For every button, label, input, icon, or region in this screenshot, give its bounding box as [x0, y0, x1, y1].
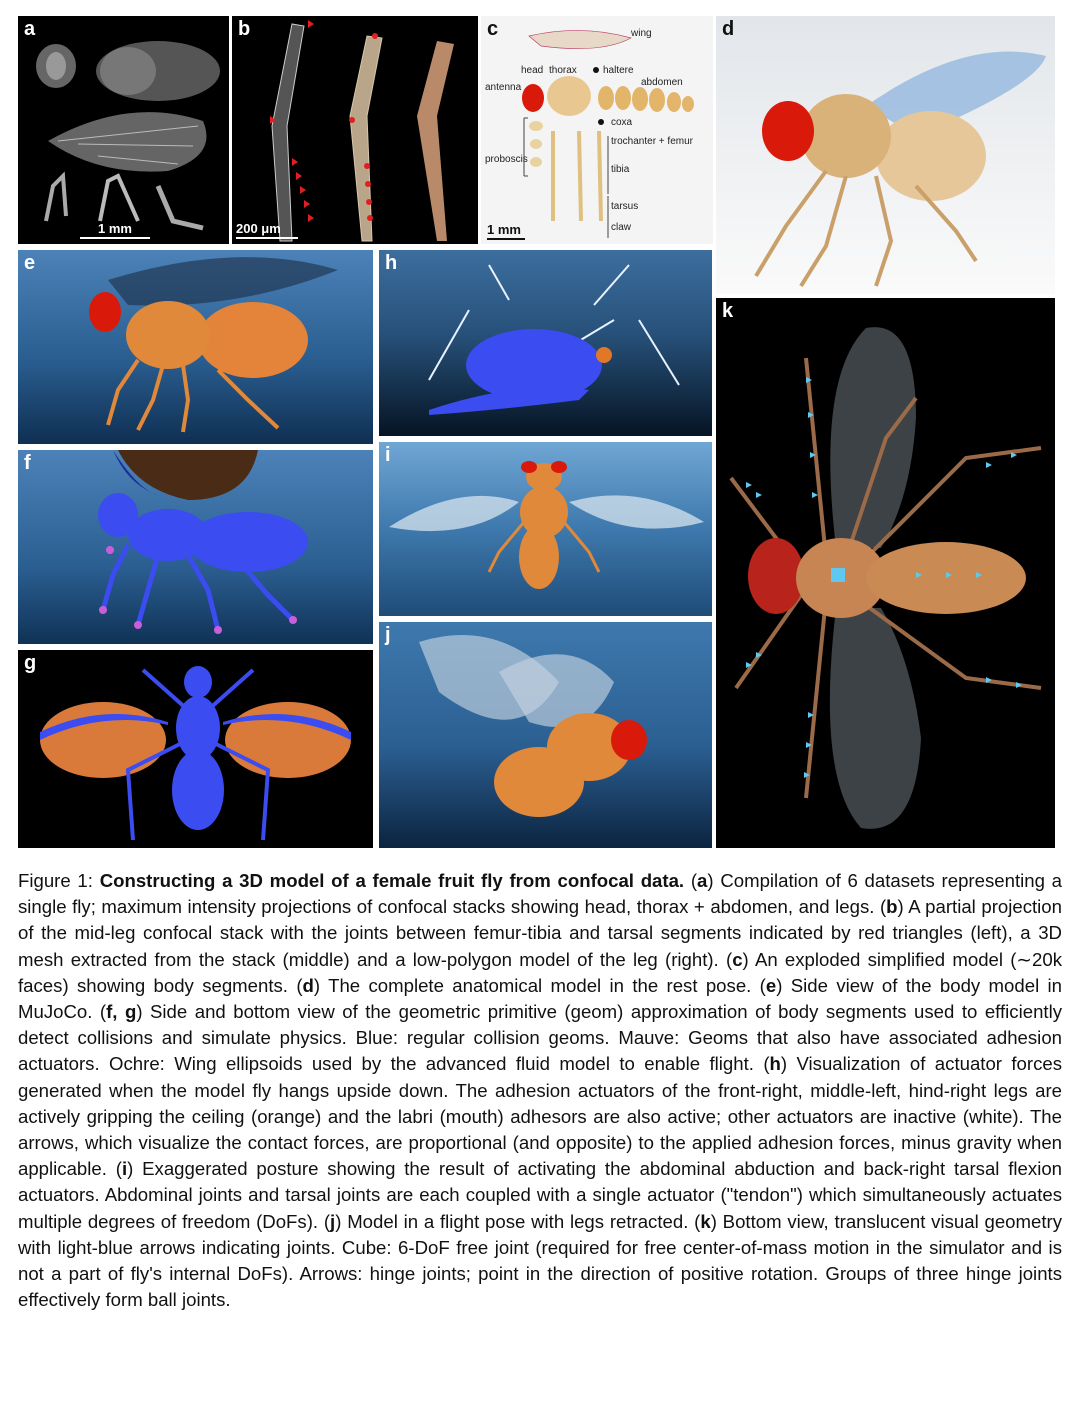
lower-wing — [830, 608, 921, 829]
caption-part-text: A partial projection of the mid-leg confocal stack with the joints between femur-tibia and tarsal segments indicated by red triangles (left), a 3D mesh extracted from the stack (middle) and a low-polygon model of the leg (right). — [18, 896, 1062, 970]
panel-g-image — [18, 650, 373, 848]
panel-b-scale-text: 200 μm — [236, 221, 281, 236]
caption-part-text: Side and bottom view of the geometric primitive (geom) approximation of body segments used to efficiently detect collisions and simulate physics. Blue: regular collision geoms. Mauve: Geoms that also have associated adhesion actuators. Ochre: Wing ellipsoids used by the advanced fluid model to enable flight. — [18, 1001, 1063, 1075]
caption-part-label: i — [121, 1158, 128, 1180]
claw-annotation: claw — [611, 222, 632, 233]
panel-f — [18, 450, 373, 644]
figure-caption — [18, 868, 1062, 1313]
panel-c-scale-text: 1 mm — [487, 222, 521, 237]
panel-c-image — [481, 16, 713, 244]
caption-part: (h) Visualization of actuator forces generated when the model fly hangs upside down. The adhesion actuators of the front-right, middle-left, hind-right legs are actively gripping the ceiling (orange) and the labri (mouth) adhesors are also active; other actuators are inactive (white). The arrows, which visualize the contact forces, are proportional (and opposite) to the applied adhesion forces, minus gravity when applicable. — [18, 1053, 1063, 1180]
tarsus-annotation: tarsus — [611, 201, 639, 212]
eye-j — [611, 720, 647, 760]
fly-abdomen — [876, 111, 986, 201]
caption-part-label: a — [697, 870, 708, 891]
panel-d — [716, 16, 1055, 294]
panel-g-label: g — [24, 652, 37, 674]
head-part — [522, 84, 544, 112]
thorax-part — [547, 76, 591, 116]
caption-part-label: h — [769, 1053, 781, 1075]
wing-part — [529, 30, 631, 48]
free-joint-cube — [831, 568, 845, 582]
wing-annotation: wing — [631, 28, 652, 39]
panel-j — [379, 622, 712, 848]
panel-c-label: c — [487, 18, 499, 40]
caption-part: (c) An exploded simplified model (∼20k faces) showing body segments. — [18, 948, 1062, 996]
panel-g — [18, 650, 373, 848]
caption-part: (d) The complete anatomical model in the rest pose. — [296, 974, 752, 996]
caption-part-text: Compilation of 6 datasets representing a single fly; maximum intensity projections of confocal stacks showing head, thorax + abdomen, and legs. — [18, 870, 1062, 918]
eye — [89, 292, 121, 332]
panel-h-label: h — [385, 252, 398, 274]
wing-geom-dark — [118, 450, 258, 500]
coxa-dot — [598, 119, 604, 125]
leg-projection-3 — [158, 186, 203, 228]
panel-b-image — [232, 16, 478, 244]
low-poly-leg — [417, 41, 454, 241]
upper-wing — [830, 327, 916, 548]
head-geom-bottom — [184, 666, 212, 698]
haltere-dot — [593, 67, 599, 73]
panel-a-label: a — [24, 18, 36, 40]
caption-part-text: Side view of the body model in MuJoCo. — [18, 974, 1063, 1023]
caption-part: (i) Exaggerated posture showing the result of activating the abdominal abduction and back-right tarsal flexion actuators. Abdominal joints and tarsal joints are each coupled with a single actuator ("tendon") which simultaneously actuates multiple degrees of freedom (DoFs). — [18, 1158, 1063, 1232]
caption-part-label: k — [700, 1210, 711, 1232]
abdomen-part — [598, 86, 694, 112]
leg-projection-2 — [100, 176, 138, 221]
caption-part-label: j — [330, 1210, 336, 1232]
abdomen — [198, 302, 308, 378]
leg-projection-1 — [46, 176, 66, 221]
wing-projection — [48, 112, 206, 172]
panel-i-image — [379, 442, 712, 616]
wing-geom-h — [429, 388, 589, 416]
coxa-annotation: coxa — [611, 117, 633, 128]
panel-a-image — [18, 16, 229, 244]
head-k — [748, 538, 804, 614]
panel-d-image — [716, 16, 1055, 294]
panel-e — [18, 250, 373, 444]
head-geom — [98, 493, 138, 537]
panel-j-label: j — [385, 624, 391, 646]
panel-e-image — [18, 250, 373, 444]
figure-title: Constructing a 3D model of a female fruit fly from confocal data. — [99, 870, 685, 891]
panel-c-scalebar — [487, 222, 525, 240]
panel-e-label: e — [24, 252, 36, 274]
caption-part: (b) A partial projection of the mid-leg confocal stack with the joints between femur-tibia and tarsal segments indicated by red triangles (left), a 3D mesh extracted from the stack (middle) and a low-polygon model of the leg (right). — [18, 896, 1062, 970]
legs-part — [553, 131, 601, 221]
trochanter-femur-annotation: trochanter + femur — [611, 136, 693, 147]
right-wing-ellipsoid — [225, 702, 351, 778]
panel-f-label: f — [24, 452, 31, 474]
figure-label: Figure 1: — [18, 870, 93, 891]
panel-b — [232, 16, 478, 244]
abdomen-geom-bottom — [172, 750, 224, 830]
abdomen-annotation: abdomen — [641, 77, 683, 88]
thorax-annotation: thorax — [549, 65, 577, 76]
caption-part: (k) Bottom view, translucent visual geometry with light-blue arrows indicating joints. Cube: 6-DoF free joint (required for free center-of-mass motion in the simulator and is not a part of fly's internal DoFs). Arrows: hinge joints; point in the direction of positive rotation. Groups of three hinge joints effectively form ball joints. — [18, 1210, 1063, 1311]
panel-d-label: d — [722, 18, 735, 40]
panel-k-image — [716, 298, 1055, 848]
left-wing — [389, 496, 519, 531]
caption-part-text: Model in a flight pose with legs retracted. — [347, 1210, 689, 1232]
caption-part-label: d — [302, 974, 314, 996]
panel-c — [481, 16, 713, 244]
thorax — [126, 301, 210, 369]
mesh-leg — [350, 36, 382, 241]
panel-k — [716, 298, 1055, 848]
right-wing — [569, 495, 704, 528]
caption-part-text: An exploded simplified model (∼20k faces) showing body segments. — [18, 948, 1062, 996]
antenna-annotation: antenna — [485, 82, 522, 93]
caption-parts — [18, 870, 1062, 1310]
head-annotation: head — [521, 65, 544, 76]
fly-eye — [762, 101, 814, 161]
left-wing-ellipsoid — [40, 702, 166, 778]
panel-a-scale-text: 1 mm — [98, 221, 132, 236]
fly-thorax — [801, 94, 891, 178]
caption-part-text: Visualization of actuator forces generated when the model fly hangs upside down. The adhesion actuators of the front-right, middle-left, hind-right legs are actively gripping the ceiling (orange) and the labri (mouth) adhesors are also active; other actuators are inactive (white). The arrows, which visualize the contact forces, are proportional (and opposite) to the applied adhesion forces, minus gravity when applicable. — [18, 1053, 1063, 1180]
caption-part: (a) Compilation of 6 datasets representing a single fly; maximum intensity projections of confocal stacks showing head, thorax + abdomen, and legs. — [18, 870, 1062, 918]
panel-h — [379, 250, 712, 436]
caption-part: (f, g) Side and bottom view of the geometric primitive (geom) approximation of body segments used to efficiently detect collisions and simulate physics. Blue: regular collision geoms. Mauve: Geoms that also have associated adhesion actuators. Ochre: Wing ellipsoids used by the advanced fluid model to enable flight. — [18, 1001, 1063, 1075]
confocal-leg — [272, 24, 304, 241]
caption-part-label: b — [886, 896, 898, 918]
panel-b-label: b — [238, 18, 251, 40]
abdomen-i — [519, 525, 559, 589]
caption-part: (e) Side view of the body model in MuJoCo. — [18, 974, 1063, 1023]
tibia-annotation: tibia — [611, 164, 630, 175]
panel-i-label: i — [385, 444, 391, 466]
caption-part-text: Exaggerated posture showing the result of activating the abdominal abduction and back-right tarsal flexion actuators. Abdominal joints and tarsal joints are each coupled with a single actuator ("tendon") which simultaneously actuates multiple degrees of freedom (DoFs). — [18, 1158, 1063, 1232]
caption-part-text: The complete anatomical model in the rest pose. — [328, 974, 752, 996]
eye-i — [521, 461, 537, 473]
panel-h-image — [379, 250, 712, 436]
thorax-geom — [128, 509, 208, 561]
panel-a-scalebar — [80, 221, 150, 239]
panel-i — [379, 442, 712, 616]
panel-b-scalebar — [236, 221, 298, 239]
proboscis-part — [529, 121, 543, 167]
panel-f-image — [18, 450, 373, 644]
caption-part-label: f, g — [106, 1001, 137, 1023]
wing-shadow — [108, 257, 338, 305]
panel-k-label: k — [722, 300, 734, 322]
proboscis-annotation: proboscis — [485, 154, 528, 165]
caption-part-label: c — [732, 948, 743, 970]
caption-part: (j) Model in a flight pose with legs retracted. — [323, 1210, 689, 1232]
panel-j-image — [379, 622, 712, 848]
caption-part-text: Bottom view, translucent visual geometry with light-blue arrows indicating joints. Cube: 6-DoF free joint (required for free center-of-mass motion in the simulator and is not a part of fly's internal DoFs). Arrows: hinge joints; point in the direction of positive rotation. Groups of three hinge joints effectively form ball joints. — [18, 1210, 1063, 1311]
active-adhesor — [596, 347, 612, 363]
haltere-annotation: haltere — [603, 65, 634, 76]
caption-part-label: e — [765, 974, 777, 996]
panel-a — [18, 16, 229, 244]
